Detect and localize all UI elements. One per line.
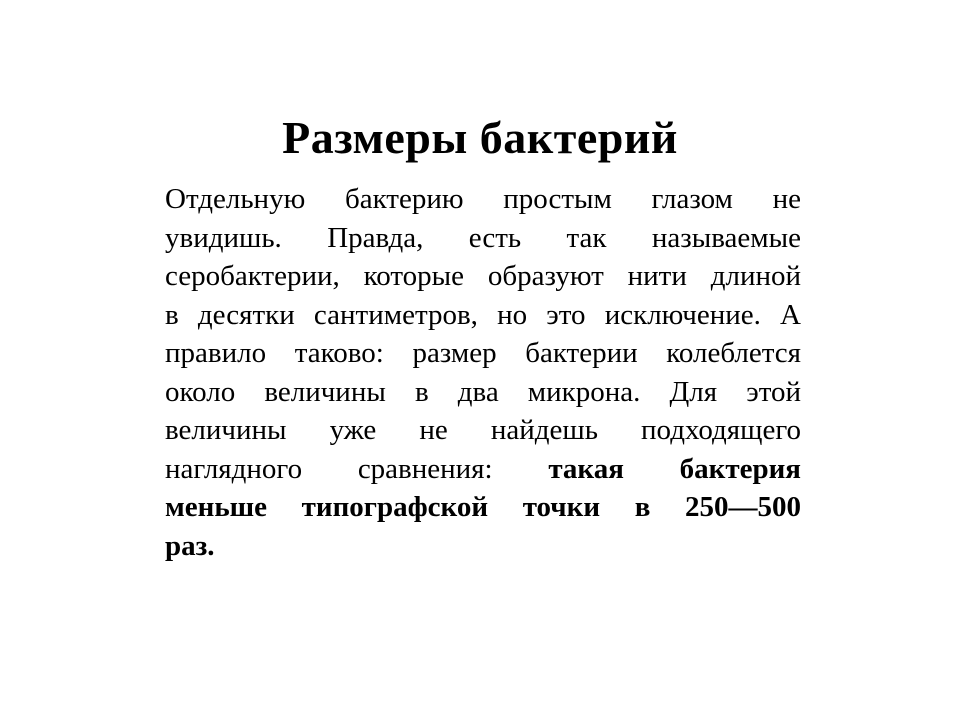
- text-line: [165, 257, 801, 296]
- text-segment-bold: меньше типографской точки в 250—500: [165, 491, 801, 523]
- text-line: [165, 180, 801, 219]
- text-segment-normal: Отдельную бактерию простым глазом не: [165, 183, 801, 215]
- text-segment-normal: правило таково: размер бактерии колеблется: [165, 337, 801, 369]
- text-line: [165, 373, 801, 412]
- text-segment-normal: около величины в два микрона. Для этой: [165, 375, 801, 408]
- text-line: [165, 450, 801, 489]
- text-line: [165, 411, 801, 450]
- text-segment-bold: раз.: [165, 529, 215, 562]
- text-line: [165, 219, 801, 258]
- text-segment-normal: величины уже не найдешь подходящего: [165, 414, 801, 446]
- text-segment-normal: серобактерии, которые образуют нити длиной: [165, 260, 801, 292]
- text-segment-bold: такая бактерия: [548, 452, 801, 485]
- slide-title: Размеры бактерий: [282, 112, 678, 163]
- text-line: [165, 488, 801, 527]
- body-paragraph: [165, 180, 801, 565]
- text-line: [165, 527, 801, 566]
- text-segment-normal: наглядного сравнения:: [165, 452, 549, 485]
- text-line: [165, 296, 801, 335]
- text-segment-normal: в десятки сантиметров, но это исключение. А: [165, 298, 801, 331]
- text-segment-normal: увидишь. Правда, есть так называемые: [165, 221, 801, 254]
- text-line: [165, 334, 801, 373]
